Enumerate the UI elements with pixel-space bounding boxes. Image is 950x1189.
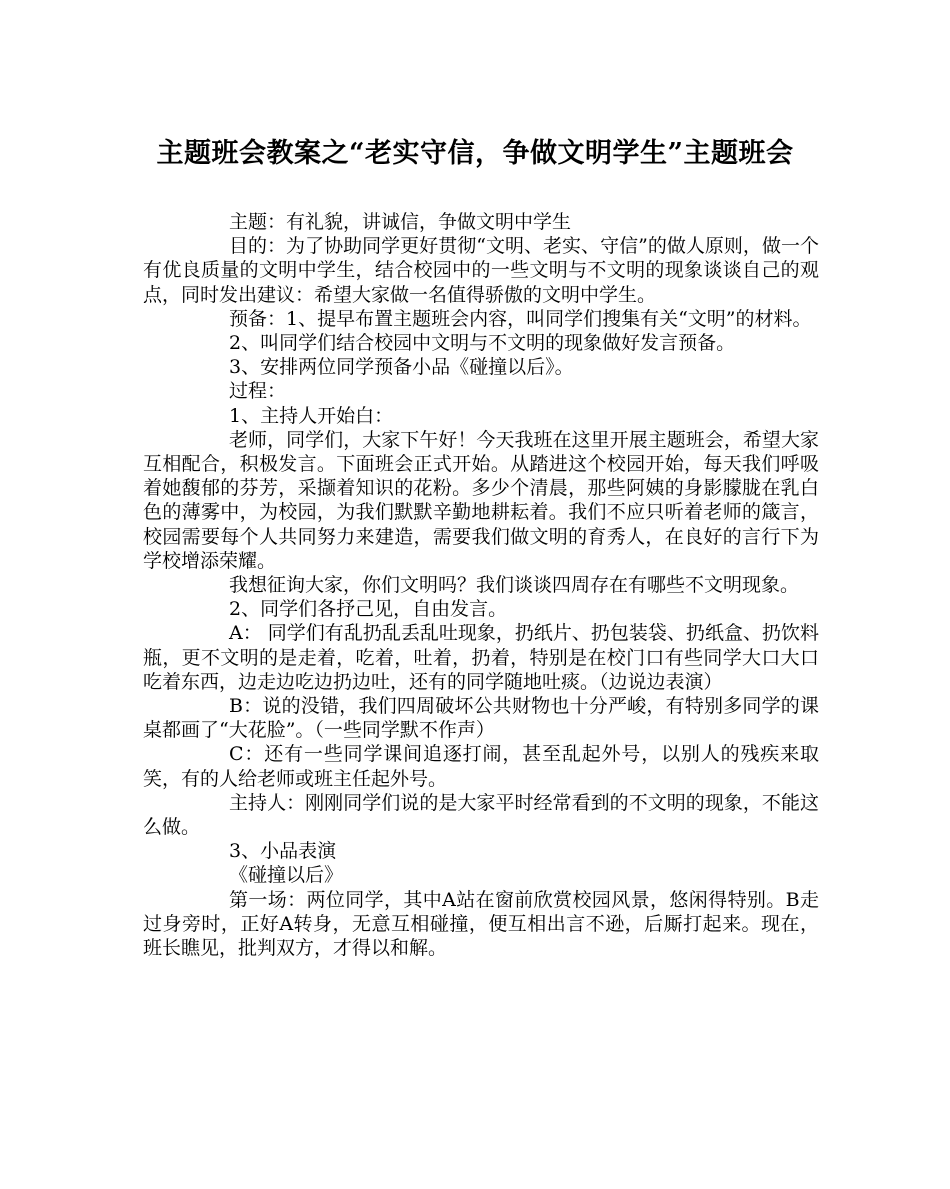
paragraph-prep-1: 预备：1、提早布置主题班会内容，叫同学们搜集有关“文明”的材料。 <box>229 307 812 330</box>
paragraph-host-summary: 主持人：刚刚同学们说的是大家平时经常看到的不文明的现象，不能这么做。 <box>143 791 819 839</box>
paragraph-speaker-c: C：还有一些同学课间追逐打闹，甚至乱起外号，以别人的残疾来取笑，有的人给老师或班主任起外号。 <box>143 743 819 790</box>
paragraph-prep-3: 3、安排两位同学预备小品《碰撞以后》。 <box>229 356 574 379</box>
paragraph-play-title: 《碰撞以后》 <box>229 864 344 887</box>
paragraph-prep-2: 2、叫同学们结合校园中文明与不文明的现象做好发言预备。 <box>229 332 736 355</box>
paragraph-host-opening: 老师，同学们，大家下午好！今天我班在这里开展主题班会，希望大家互相配合，积极发言。下面班会正式开始。从踏进这个校园开始，每天我们呼吸着她馥郁的芬芳，采撷着知识的花粉。多少个清晨，那些阿姨的身影朦胧在乳白色的薄雾中，为校园，为我们默默辛勤地耕耘着。我们不应只听着老师的箴言，校园需要每个人共同努力来建造，需要我们做文明的育秀人，在良好的言行下为学校增添荣耀。 <box>143 428 819 572</box>
paragraph-scene-1: 第一场：两位同学，其中A站在窗前欣赏校园风景，悠闲得特别。B走过身旁时，正好A转身，无意互相碰撞，便互相出言不逊，后厮打起来。现在，班长瞧见，批判双方，才得以和解。 <box>143 888 819 960</box>
paragraph-speaker-a: A： 同学们有乱扔乱丢乱吐现象，扔纸片、扔包装袋、扔纸盒、扔饮料瓶，更不文明的是走着，吃着，吐着，扔着，特别是在校门口有些同学大口大口吃着东西，边走边吃边扔边吐，还有的同学随地吐痰。（边说边表演） <box>143 622 819 693</box>
paragraph-host-question: 我想征询大家，你们文明吗？我们谈谈四周存在有哪些不文明现象。 <box>229 574 800 597</box>
paragraph-step-2: 2、同学们各抒己见，自由发言。 <box>229 598 508 621</box>
document-title: 主题班会教案之“老实守信，争做文明学生”主题班会 <box>156 138 794 169</box>
paragraph-step-3: 3、小品表演 <box>229 840 337 863</box>
paragraph-speaker-b: B：说的没错，我们四周破坏公共财物也十分严峻，有特别多同学的课桌都画了“大花脸”。（一些同学默不作声） <box>143 695 819 742</box>
paragraph-process: 过程： <box>229 380 287 403</box>
paragraph-purpose: 目的：为了协助同学更好贯彻“文明、老实、守信”的做人原则，做一个有优良质量的文明中学生，结合校园中的一些文明与不文明的现象谈谈自己的观点，同时发出建议：希望大家做一名值得骄傲的文明中学生。 <box>143 235 819 306</box>
paragraph-step-1: 1、主持人开始白： <box>229 404 394 427</box>
document-body <box>143 210 819 960</box>
paragraph-theme: 主题：有礼貌，讲诚信，争做文明中学生 <box>229 211 572 233</box>
